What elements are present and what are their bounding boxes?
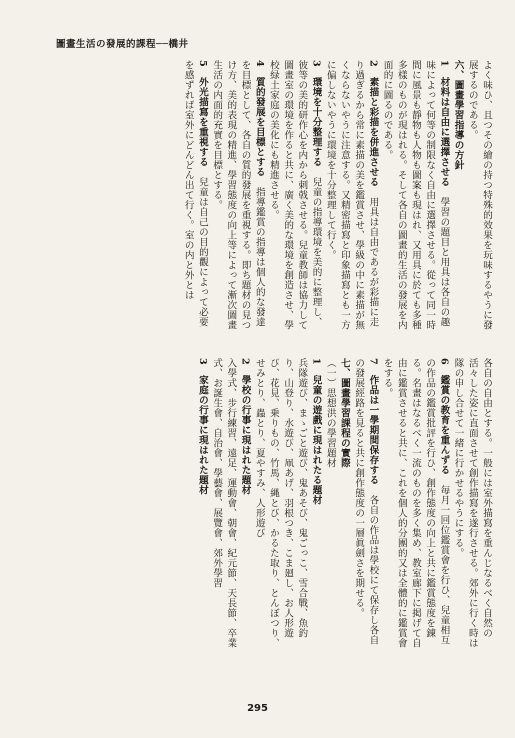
continuation-paragraph: 各自の自由とする。一般には室外描寫を重んじなるべく自然の活々した姿に直面させて創作描寫を遂行させる。郊外に行く時は隊の申し合せて一緒に行かせるやうにする。 [452, 358, 492, 648]
item-4-text: 指導鑑賞の指導は個人的な發達を目標として、各自の質的發展を重視する。即ち題材の見つけ方、美的表現の精進、學習態度の向上等によって漸次圖畫生活の内面的充實を目標とする。 [211, 60, 265, 330]
item-4 [209, 60, 266, 335]
item-6-text: 毎月一回位鑑賞會を行ひ、兒童相互の作品の鑑賞批評を行ひ、創作態度の向上と共に鑑賞態度を錬る。名畫はなるべく一流のものを多く集め、教室廊下に掲げて自由に鑑賞させると共に、これを個人的分團的又は全體的に鑑賞會をする。 [381, 358, 450, 648]
item-3-text: 兒童の指導環境を美的に整理し、彼等の美的研作心を内から刺戟させる。兒童教師は協力して圖畫室の環境を作ると共に、廣く美的な環境を創造させ、學校緑土家庭の美化にも精進させる。 [267, 60, 322, 330]
item-1 [379, 60, 450, 335]
item-3-title: 3 環境を十分整理する [310, 60, 322, 168]
item-c [195, 358, 209, 648]
item-5 [181, 60, 209, 335]
block-divider [44, 344, 499, 345]
item-4-title: 4 質的發展を目標とする [253, 60, 265, 178]
running-header: 圖畫生活の發展的課程──橋井 [56, 39, 189, 50]
item-2-text: 用具は自由であるが彩描に走り過ぎるから常に素描の美を鑑賞させ、學級の中に素描が無くならないやうに注意する。又精密描寫と印象描寫とも一方に偏しないやうに環境を十分整理して行く。 [324, 60, 379, 330]
item-7 [351, 358, 379, 648]
item-a [308, 358, 322, 648]
item-a-text: 兵隊遊び、まゝごと遊び、鬼あそび、鬼ごっこ、雪合戰、魚釣り、山登り、水遊び、凧あげ、羽根つき、こま廻し、お人形遊び、花見、乗りもの、竹馬、縄とび、かるた取り、とんぼつり、せみとり、蟲とり、夏やすみ、人形遊び [253, 358, 308, 648]
item-2-title: 2 素描と彩描を併進させる [367, 60, 379, 188]
item-5-text: 兒童は自己の目的觀によって必要を感ずれば室外にどんどん出て行く。室の内と外とは [182, 60, 208, 328]
item-6-title: 6 鑑賞の教育を重んずる [438, 358, 450, 476]
item-7-text: 各自の作品は學校にて保存し各自の發展經路を見ると共に創作態度の一層眞劍さを期せる。 [353, 358, 379, 646]
section-6-heading: 六、圖畫學習指導の方針 [452, 60, 464, 170]
page-number: 295 [247, 703, 268, 714]
item-5-title: 5 外光描寫を重視する [196, 60, 208, 168]
item-b [237, 358, 251, 648]
item-c-title: 3 家庭の行事に現はれた題材 [196, 358, 208, 496]
item-b-title: 2 學校の行事に現はれた題材 [239, 358, 251, 496]
item-a-title: 1 兒童の遊戲に現はれたる題材 [310, 358, 322, 506]
item-b-text: 入學式、步行練習、遠足、運動會、朝會、紀元節、天長節、卒業式、お誕生會、自治會、學藝會、展覽會、郊外學習 [211, 358, 237, 648]
item-1-text: 學習の題目と用具は各自の趣味によって何等の制限なく自由に選擇させる。從って同一時間に風景も靜物も人物も圖案も現はれ、又用具に於ても多種多樣のものが現はれる。そして各自の圖畫的生活の發展を内面的に圖るのである。 [381, 60, 450, 330]
item-6 [379, 358, 450, 648]
subsection-heading: （一）思想洪の學習題材 [324, 358, 336, 468]
item-3 [266, 60, 323, 335]
item-1-title: 1 材料は自由に選擇させる [438, 60, 450, 188]
upper-text-block [38, 60, 493, 335]
item-7-title: 7 作品は一學期間保存する [367, 358, 379, 486]
section-7-heading: 七、圖畫學習課程の實際 [338, 358, 350, 468]
item-2 [323, 60, 380, 335]
intro-paragraph: よく味ひ、且つその繪の持つ特殊的效果を玩味するやうに發展するのである。 [466, 60, 492, 330]
lower-text-block [38, 358, 493, 648]
